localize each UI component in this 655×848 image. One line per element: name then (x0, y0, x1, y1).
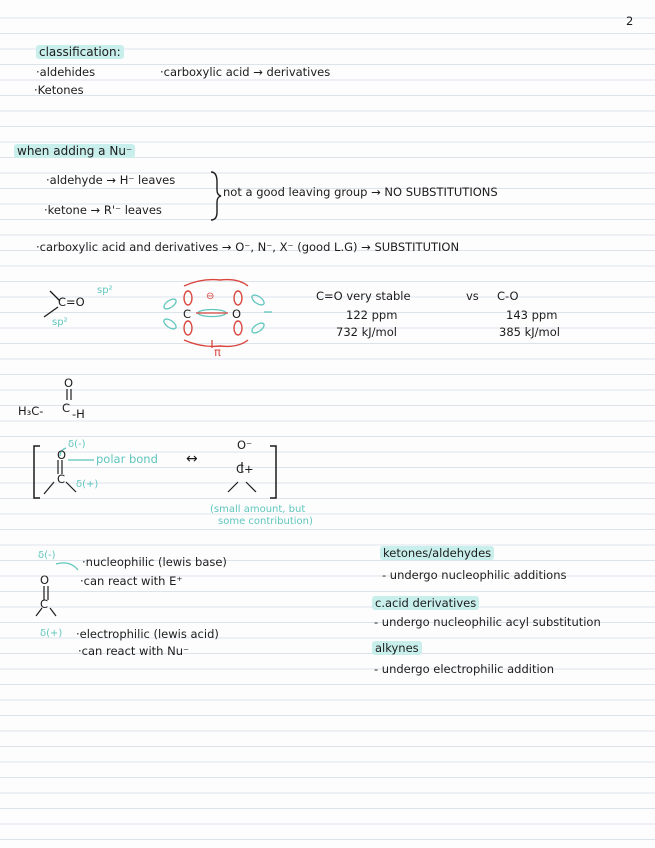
resonance-c-plus: C+ (236, 462, 254, 476)
bond-single-label: C-O (497, 289, 519, 303)
classification-heading (36, 45, 124, 59)
summary-acid-heading (372, 596, 479, 610)
summary-ketones-text: - undergo nucleophilic additions (382, 568, 567, 582)
orbital-oxygen: O (232, 307, 242, 321)
not-good-leaving-group: not a good leaving group → NO SUBSTITUTIONS (223, 185, 498, 199)
reactivity-react-nu: ·can react with Nu⁻ (78, 644, 190, 658)
resonance-arrow: ↔ (186, 451, 198, 467)
reactivity-carbon: C (40, 597, 49, 611)
resonance-carbon: C (57, 472, 66, 486)
summary-ketones-heading-text: ketones/aldehydes (380, 546, 494, 560)
pi-orbital-diagram (162, 276, 272, 356)
carboxylic-substitution-line: ·carboxylic acid and derivatives → O⁻, N⁻, X⁻ (good L.G) → SUBSTITUTION (36, 240, 460, 254)
acetaldehyde-oxygen: O (64, 376, 74, 390)
nu-heading-text: when adding a Nu⁻ (14, 144, 135, 158)
curly-brace (207, 170, 223, 222)
nu-heading (14, 144, 135, 158)
orbital-carbon: C (183, 307, 192, 321)
resonance-polar-bond: polar bond (96, 452, 158, 466)
acetaldehyde-carbon: C (62, 401, 71, 415)
resonance-delta-minus: δ(-) (68, 439, 86, 450)
resonance-note-line1: (small amount, but (210, 504, 306, 515)
classification-ketones: ·Ketones (34, 83, 84, 97)
bond-vs: vs (466, 289, 479, 303)
acetaldehyde-double-bond (64, 388, 74, 402)
nu-ketone-line: ·ketone → R'⁻ leaves (44, 203, 162, 217)
summary-alkynes-heading-text: alkynes (372, 641, 422, 655)
reactivity-delta-minus: δ(-) (38, 550, 56, 561)
summary-alkynes-text: - undergo electrophilic addition (374, 662, 554, 676)
bond-single-kj: 385 kJ/mol (499, 325, 560, 339)
resonance-o-minus: O⁻ (237, 438, 253, 452)
bond-double-kj: 732 kJ/mol (336, 325, 397, 339)
bond-single-ppm: 143 ppm (506, 308, 558, 322)
nu-aldehyde-line: ·aldehyde → H⁻ leaves (46, 173, 176, 187)
bond-double-label: C=O very stable (316, 289, 411, 303)
classification-carboxylic: ·carboxylic acid → derivatives (160, 65, 331, 79)
acetaldehyde-methyl: H₃C- (18, 404, 44, 418)
summary-alkynes-heading (372, 641, 422, 655)
acetaldehyde-hydrogen: -H (72, 407, 85, 421)
sp2-label-bottom: sp² (52, 317, 68, 328)
resonance-note-line2: some contribution) (218, 516, 313, 527)
reactivity-nucleophilic: ·nucleophilic (lewis base) (82, 555, 227, 569)
reactivity-electrophilic: ·electrophilic (lewis acid) (76, 627, 219, 641)
resonance-delta-plus: δ(+) (76, 479, 99, 490)
summary-acid-text: - undergo nucleophilic acyl substitution (374, 615, 601, 629)
reactivity-delta-plus: δ(+) (40, 628, 63, 639)
summary-acid-heading-text: c.acid derivatives (372, 596, 479, 610)
classification-aldehydes: ·aldehides (36, 65, 96, 79)
reactivity-oxygen: O (40, 573, 50, 587)
pi-label: π (214, 345, 221, 359)
bond-double-ppm: 122 ppm (346, 308, 398, 322)
carbonyl-c-eq-o: C=O (58, 295, 85, 309)
summary-ketones-heading (380, 546, 494, 560)
classification-heading-text: classification: (36, 45, 124, 59)
orbital-minus-sign: ⊖ (206, 291, 215, 302)
page-number: 2 (626, 14, 634, 28)
sp2-label-top: sp² (97, 285, 113, 296)
reactivity-react-e: ·can react with E⁺ (80, 574, 183, 588)
resonance-oxygen: O (57, 448, 67, 462)
